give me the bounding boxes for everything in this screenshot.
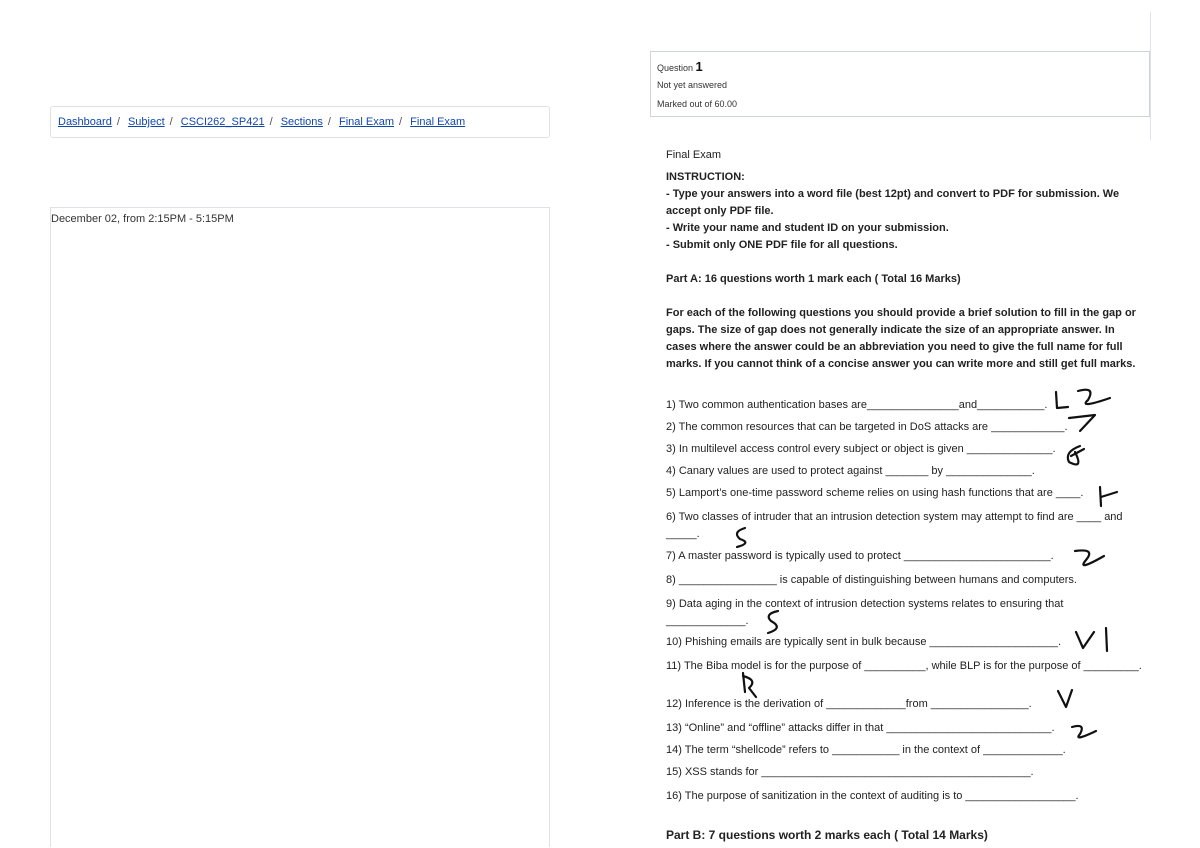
breadcrumb-final-exam-link[interactable]: Final Exam [339, 116, 395, 128]
part-a-heading: Part A: 16 questions worth 1 mark each ( Total 16 Marks) [666, 273, 961, 285]
question-item: 6) Two classes of intruder that an intrusion detection system may attempt to find are ____ and _____. [666, 511, 1123, 540]
question-item: 2) The common resources that can be targeted in DoS attacks are ____________. [666, 421, 1068, 433]
handwritten-mark [743, 673, 745, 692]
question-item: 12) Inference is the derivation of _____________from ________________. [666, 698, 1032, 710]
breadcrumb-final-exam-quiz-link[interactable]: Final Exam [410, 116, 466, 128]
question-item: 14) The term “shellcode” refers to ___________ in the context of _____________. [666, 744, 1066, 756]
question-item: 7) A master password is typically used to protect ________________________. [666, 550, 1054, 562]
question-item: 8) ________________ is capable of distinguishing between humans and computers. [666, 574, 1077, 586]
exam-title: Final Exam [666, 149, 722, 161]
breadcrumb [50, 106, 550, 138]
question-item: 1) Two common authentication bases are_______________and___________. [666, 399, 1048, 411]
question-item: 13) “Online” and “offline” attacks differ in that ___________________________. [666, 722, 1055, 734]
breadcrumb-subject-link[interactable]: Subject [127, 116, 165, 128]
instruction-line: - Submit only ONE PDF file for all questions. [666, 239, 898, 251]
question-item: 15) XSS stands for ____________________________________________. [666, 766, 1034, 778]
breadcrumb-separator: / [269, 116, 273, 128]
question-item: 3) In multilevel access control every subject or object is given ______________. [666, 443, 1056, 455]
divider [1150, 12, 1151, 140]
instruction-heading: INSTRUCTION: [666, 171, 745, 183]
exam-window-text: December 02, from 2:15PM - 5:15PM [51, 213, 234, 225]
breadcrumb-separator: / [116, 116, 120, 128]
question-item: 16) The purpose of sanitization in the context of auditing is to __________________. [666, 790, 1079, 802]
question-info-box [650, 51, 1150, 117]
question-item: 9) Data aging in the context of intrusion detection systems relates to ensuring that _____________. [666, 598, 1064, 627]
instruction-line: - Write your name and student ID on your submission. [666, 222, 949, 234]
question-number: 1 [695, 59, 703, 74]
question-item: 5) Lamport’s one-time password scheme relies on using hash functions that are ____. [666, 487, 1084, 499]
breadcrumb-separator: / [399, 116, 403, 128]
handwritten-mark [743, 676, 756, 697]
breadcrumb-separator: / [327, 116, 331, 128]
question-status: Not yet answered [657, 80, 728, 90]
question-text [666, 146, 1146, 842]
part-b-heading: Part B: 7 questions worth 2 marks each ( Total 14 Marks) [666, 828, 988, 842]
exam-info-panel [50, 207, 550, 847]
question-item: 10) Phishing emails are typically sent in bulk because _____________________. [666, 636, 1062, 648]
breadcrumb-sections-link[interactable]: Sections [280, 116, 323, 128]
question-number-row [657, 57, 1143, 76]
question-item: 11) The Biba model is for the purpose of __________, while BLP is for the purpose of _________. [666, 660, 1142, 672]
breadcrumb-separator: / [169, 116, 173, 128]
question-label: Question [657, 63, 694, 73]
question-marks: Marked out of 60.00 [657, 99, 738, 109]
breadcrumb-course-link[interactable]: CSCI262_SP421 [180, 116, 265, 128]
instruction-line: - Type your answers into a word file (best 12pt) and convert to PDF for submission. We accept only PDF file. [666, 188, 1120, 217]
question-item: 4) Canary values are used to protect against _______ by ______________. [666, 465, 1035, 477]
breadcrumb-dashboard-link[interactable]: Dashboard [58, 116, 112, 128]
part-a-intro: For each of the following questions you should provide a brief solution to fill in the gap or gaps. The size of gap does not generally indicate the size of an appropriate answer. In cases where the answer could be an abbreviation you need to give the full name for full marks. If you cannot think of a concise answer you can write more and still get full marks. [666, 307, 1136, 370]
